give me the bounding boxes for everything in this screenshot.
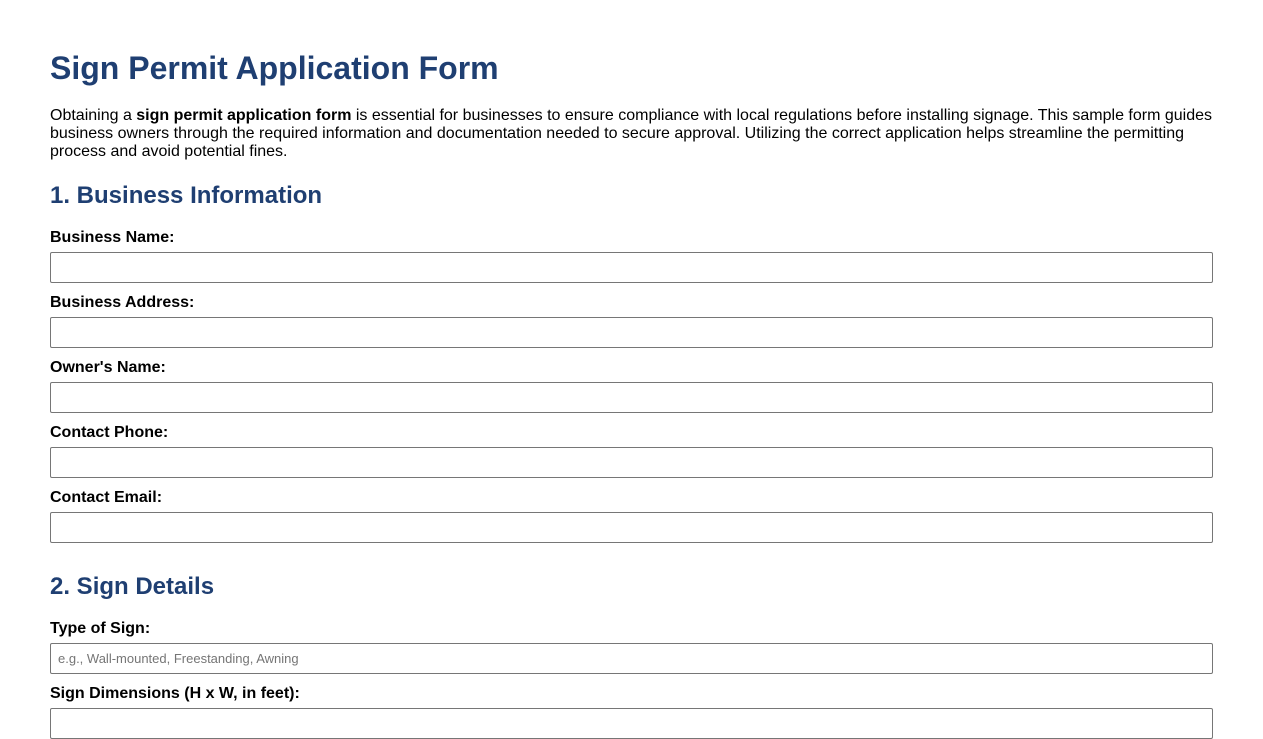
intro-bold-text: sign permit application form (136, 107, 352, 124)
owner-name-input[interactable] (50, 382, 1213, 413)
type-of-sign-input[interactable] (50, 643, 1213, 674)
field-type-of-sign (50, 620, 1213, 674)
business-name-label: Business Name: (50, 229, 175, 246)
business-address-label: Business Address: (50, 294, 195, 311)
field-sign-dimensions (50, 685, 1213, 739)
sign-dimensions-input[interactable] (50, 708, 1213, 739)
field-business-address (50, 294, 1213, 348)
type-of-sign-label: Type of Sign: (50, 620, 151, 637)
business-name-input[interactable] (50, 252, 1213, 283)
contact-email-label: Contact Email: (50, 489, 163, 506)
sign-dimensions-label: Sign Dimensions (H x W, in feet): (50, 685, 300, 702)
field-contact-email (50, 489, 1213, 543)
contact-email-input[interactable] (50, 512, 1213, 543)
contact-phone-label: Contact Phone: (50, 424, 169, 441)
intro-text: Obtaining a (50, 107, 137, 124)
intro-text-rest: is essential for businesses to ensure compliance with local regulations before installing signage. This sample form guides business owners through the required information and documentation needed to secure approval. Utilizing the correct application helps streamline the permitting process and avoid potential fines. (50, 107, 1213, 160)
field-business-name (50, 229, 1213, 283)
intro-paragraph (50, 107, 1213, 161)
page-title: Sign Permit Application Form (50, 50, 499, 86)
field-owner-name (50, 359, 1213, 413)
owner-name-label: Owner's Name: (50, 359, 166, 376)
field-contact-phone (50, 424, 1213, 478)
contact-phone-input[interactable] (50, 447, 1213, 478)
business-address-input[interactable] (50, 317, 1213, 348)
section-heading-business-information: 1. Business Information (50, 182, 323, 209)
section-heading-sign-details: 2. Sign Details (50, 573, 215, 600)
